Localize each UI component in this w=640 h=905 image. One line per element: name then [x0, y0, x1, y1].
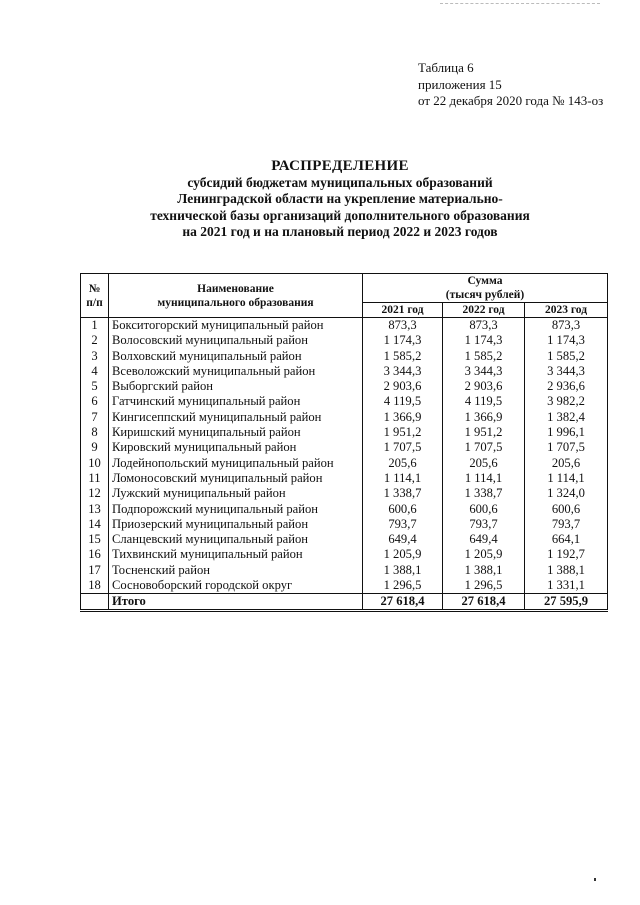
- row-value-2022: 1 388,1: [443, 563, 525, 578]
- row-value-2023: 3 982,2: [525, 394, 608, 409]
- table-row: [81, 440, 608, 455]
- header-number: [81, 274, 109, 318]
- row-number: 5: [81, 379, 109, 394]
- row-municipality: Сосновоборский городской округ: [109, 578, 363, 594]
- row-value-2022: 649,4: [443, 532, 525, 547]
- row-value-2021: 1 205,9: [363, 547, 443, 562]
- table-row: [81, 578, 608, 594]
- header-year-2023: 2023 год: [525, 303, 608, 318]
- row-municipality: Кировский муниципальный район: [109, 440, 363, 455]
- row-municipality: Сланцевский муниципальный район: [109, 532, 363, 547]
- row-value-2021: 649,4: [363, 532, 443, 547]
- row-value-2022: 1 585,2: [443, 349, 525, 364]
- title-line-3: технической базы организаций дополнительного образования: [150, 207, 530, 223]
- row-number: 12: [81, 486, 109, 501]
- row-value-2022: 793,7: [443, 517, 525, 532]
- header-year-2022: 2022 год: [443, 303, 525, 318]
- row-municipality: Волховский муниципальный район: [109, 349, 363, 364]
- total-row: [81, 594, 608, 611]
- row-value-2023: 1 996,1: [525, 425, 608, 440]
- header-sum-line1: Сумма: [467, 275, 503, 287]
- row-number: 1: [81, 318, 109, 334]
- row-number: 6: [81, 394, 109, 409]
- row-number: 9: [81, 440, 109, 455]
- row-value-2022: 1 114,1: [443, 471, 525, 486]
- scan-speck: [594, 878, 596, 881]
- row-number: 18: [81, 578, 109, 594]
- document-title: [60, 158, 620, 240]
- table-row: [81, 486, 608, 501]
- row-municipality: Ломоносовский муниципальный район: [109, 471, 363, 486]
- row-number: 11: [81, 471, 109, 486]
- row-value-2023: 1 192,7: [525, 547, 608, 562]
- row-municipality: Лодейнопольский муниципальный район: [109, 456, 363, 471]
- row-value-2021: 4 119,5: [363, 394, 443, 409]
- row-municipality: Всеволожский муниципальный район: [109, 364, 363, 379]
- row-value-2021: 1 707,5: [363, 440, 443, 455]
- reference-appendix: приложения 15: [418, 76, 502, 92]
- row-value-2023: 3 344,3: [525, 364, 608, 379]
- reference-table-number: Таблица 6: [418, 60, 474, 75]
- row-value-2023: 873,3: [525, 318, 608, 334]
- row-municipality: Выборгский район: [109, 379, 363, 394]
- table-row: [81, 471, 608, 486]
- row-value-2021: 3 344,3: [363, 364, 443, 379]
- row-value-2023: 1 382,4: [525, 410, 608, 425]
- row-value-2023: 1 324,0: [525, 486, 608, 501]
- title-line-1: субсидий бюджетам муниципальных образований: [187, 175, 493, 191]
- subsidy-table: [80, 273, 608, 612]
- row-value-2021: 1 366,9: [363, 410, 443, 425]
- total-2023: 27 595,9: [525, 594, 608, 611]
- header-number-line1: №: [88, 282, 101, 295]
- row-value-2022: 1 707,5: [443, 440, 525, 455]
- row-number: 3: [81, 349, 109, 364]
- table-reference: [418, 60, 603, 110]
- table-row: [81, 563, 608, 578]
- row-value-2021: 1 585,2: [363, 349, 443, 364]
- total-2021: 27 618,4: [363, 594, 443, 611]
- row-value-2022: 3 344,3: [443, 364, 525, 379]
- row-value-2023: 1 707,5: [525, 440, 608, 455]
- row-value-2021: 205,6: [363, 456, 443, 471]
- scan-edge-line: [440, 3, 600, 4]
- table-row: [81, 425, 608, 440]
- row-number: 8: [81, 425, 109, 440]
- header-name: [109, 274, 363, 318]
- row-value-2022: 873,3: [443, 318, 525, 334]
- row-value-2023: 664,1: [525, 532, 608, 547]
- row-value-2022: 1 205,9: [443, 547, 525, 562]
- row-value-2022: 1 296,5: [443, 578, 525, 594]
- row-value-2022: 1 366,9: [443, 410, 525, 425]
- row-value-2023: 1 174,3: [525, 333, 608, 348]
- table-row: [81, 547, 608, 562]
- row-number: 10: [81, 456, 109, 471]
- title-line-2: Ленинградской области на укрепление материально-: [177, 191, 503, 207]
- table-row: [81, 349, 608, 364]
- table-row: [81, 318, 608, 334]
- row-value-2023: 205,6: [525, 456, 608, 471]
- header-number-line2: п/п: [86, 296, 103, 309]
- header-name-line1: Наименование: [197, 282, 274, 295]
- row-municipality: Киришский муниципальный район: [109, 425, 363, 440]
- row-municipality: Тосненский район: [109, 563, 363, 578]
- table-body: [81, 318, 608, 594]
- total-label: Итого: [109, 594, 363, 611]
- row-value-2023: 1 585,2: [525, 349, 608, 364]
- header-name-line2: муниципального образования: [157, 296, 314, 309]
- row-value-2021: 1 338,7: [363, 486, 443, 501]
- table-row: [81, 502, 608, 517]
- row-value-2021: 1 114,1: [363, 471, 443, 486]
- row-value-2021: 1 296,5: [363, 578, 443, 594]
- row-value-2023: 600,6: [525, 502, 608, 517]
- table-row: [81, 379, 608, 394]
- table-row: [81, 532, 608, 547]
- row-value-2023: 793,7: [525, 517, 608, 532]
- row-number: 15: [81, 532, 109, 547]
- row-value-2023: 2 936,6: [525, 379, 608, 394]
- row-number: 2: [81, 333, 109, 348]
- table-row: [81, 410, 608, 425]
- row-municipality: Бокситогорский муниципальный район: [109, 318, 363, 334]
- title-line-4: на 2021 год и на плановый период 2022 и 2023 годов: [182, 223, 498, 239]
- row-value-2021: 600,6: [363, 502, 443, 517]
- table-row: [81, 456, 608, 471]
- row-municipality: Тихвинский муниципальный район: [109, 547, 363, 562]
- row-value-2023: 1 331,1: [525, 578, 608, 594]
- header-sum-line2: (тысяч рублей): [445, 289, 525, 301]
- row-municipality: Кингисеппский муниципальный район: [109, 410, 363, 425]
- header-year-2021: 2021 год: [363, 303, 443, 318]
- row-municipality: Приозерский муниципальный район: [109, 517, 363, 532]
- row-value-2021: 873,3: [363, 318, 443, 334]
- title-main: РАСПРЕДЕЛЕНИЕ: [271, 158, 409, 174]
- table-row: [81, 364, 608, 379]
- table-row: [81, 394, 608, 409]
- row-value-2021: 1 951,2: [363, 425, 443, 440]
- total-number-cell: [81, 594, 109, 611]
- table-row: [81, 333, 608, 348]
- header-sum: [363, 274, 608, 303]
- row-value-2021: 2 903,6: [363, 379, 443, 394]
- row-value-2021: 1 174,3: [363, 333, 443, 348]
- row-value-2021: 793,7: [363, 517, 443, 532]
- row-municipality: Лужский муниципальный район: [109, 486, 363, 501]
- row-number: 17: [81, 563, 109, 578]
- total-2022: 27 618,4: [443, 594, 525, 611]
- row-number: 16: [81, 547, 109, 562]
- row-value-2022: 1 174,3: [443, 333, 525, 348]
- row-value-2022: 1 338,7: [443, 486, 525, 501]
- row-municipality: Волосовский муниципальный район: [109, 333, 363, 348]
- row-value-2021: 1 388,1: [363, 563, 443, 578]
- row-value-2022: 4 119,5: [443, 394, 525, 409]
- row-municipality: Подпорожский муниципальный район: [109, 502, 363, 517]
- table-row: [81, 517, 608, 532]
- row-number: 13: [81, 502, 109, 517]
- row-number: 4: [81, 364, 109, 379]
- row-value-2022: 600,6: [443, 502, 525, 517]
- row-value-2022: 2 903,6: [443, 379, 525, 394]
- row-municipality: Гатчинский муниципальный район: [109, 394, 363, 409]
- row-number: 7: [81, 410, 109, 425]
- row-value-2022: 1 951,2: [443, 425, 525, 440]
- row-value-2023: 1 388,1: [525, 563, 608, 578]
- row-number: 14: [81, 517, 109, 532]
- reference-law-date: от 22 декабря 2020 года № 143-оз: [418, 93, 604, 108]
- row-value-2023: 1 114,1: [525, 471, 608, 486]
- row-value-2022: 205,6: [443, 456, 525, 471]
